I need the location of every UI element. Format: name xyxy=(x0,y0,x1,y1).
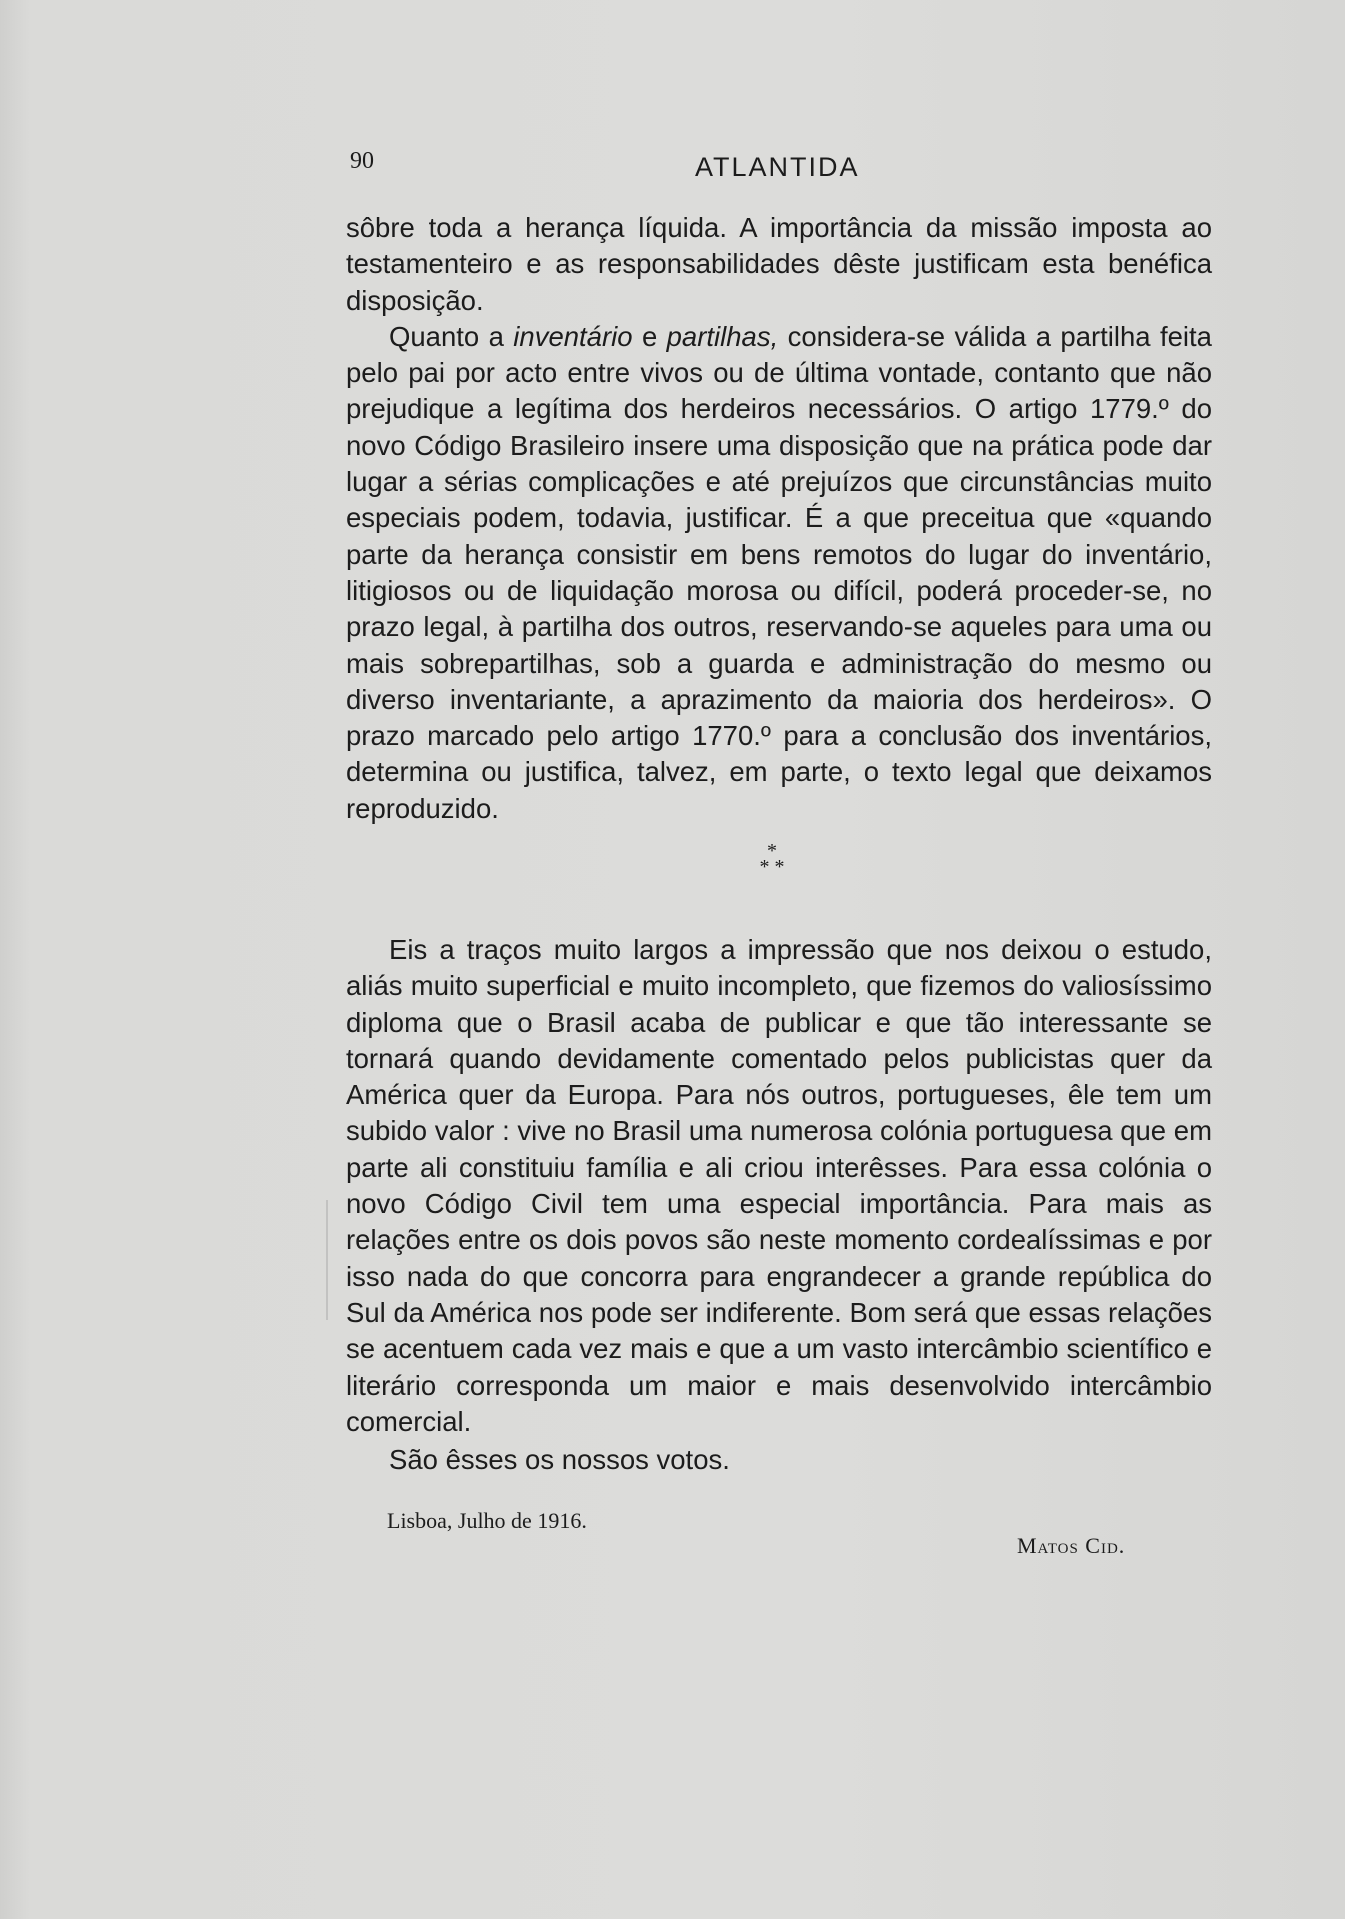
paragraph-text: Quanto a xyxy=(389,320,514,352)
asterism-top: * xyxy=(767,840,777,862)
asterism-bottom: * * xyxy=(759,856,785,878)
paragraph-text: e xyxy=(632,320,667,352)
running-title: ATLANTIDA xyxy=(695,152,860,182)
page-header xyxy=(346,148,1096,188)
author-signature: Matos Cid. xyxy=(1017,1533,1126,1558)
italic-term-partilhas: partilhas, xyxy=(666,320,779,352)
paragraph-inventario xyxy=(346,319,1212,827)
paragraph-continuation: sôbre toda a herança líquida. A importância da missão imposta ao testamenteiro e as responsabilidades dêste justificam esta benéfica disposição. xyxy=(346,212,1212,316)
section-two xyxy=(346,932,1212,1440)
margin-mark xyxy=(326,1200,328,1320)
italic-term-inventario: inventário xyxy=(513,320,633,352)
paragraph-conclusion: Eis a traços muito largos a impressão que nos deixou o estudo, aliás muito superficial e muito incompleto, que fizemos do valiosíssimo diploma que o Brasil acaba de publicar e que tão interessante se tornará quando devidamente comentado pelos publicistas quer da América quer da Europa. Para nós outros, portugueses, êle tem um subido valor : vive no Brasil uma numerosa colónia portuguesa que em parte ali constituiu família e ali criou interêsses. Para essa colónia o novo Código Civil tem uma especial importância. Para mais as relações entre os dois povos são neste momento cordealíssimas e por isso nada do que concorra para engrandecer a grande república do Sul da América nos pode ser indiferente. Bom será que essas relações se acentuem cada vez mais e que a um vasto intercâmbio scientífico e literário corresponda um maior e mais desenvolvido intercâmbio comercial. xyxy=(346,934,1212,1437)
paragraph-text: considera-se válida a partilha feita pelo pai por acto entre vivos ou de última vontade, contanto que não prejudique a legítima dos herdeiros necessários. O artigo 1779.º do novo Código Brasileiro insere uma disposição que na prática pode dar lugar a sérias complicações e até prejuízos que circunstâncias muito especiais podem, todavia, justificar. É a que preceitua que «quando parte da herança consistir em bens remotos do lugar do inventário, litigiosos ou de liquidação morosa ou difícil, poderá proceder-se, no prazo legal, à partilha dos outros, reservando-se aqueles para uma ou mais sobrepartilhas, sob a guarda e administração do mesmo ou diverso inventariante, a aprazimento da maioria dos herdeiros». O prazo marcado pelo artigo 1770.º para a conclusão dos inventários, determina ou justifica, talvez, em parte, o texto legal que deixamos reproduzido. xyxy=(346,320,1212,824)
page-number: 90 xyxy=(350,148,374,174)
section-break-asterism xyxy=(752,840,792,893)
closing-line: São êsses os nossos votos. xyxy=(389,1444,730,1475)
section-one xyxy=(346,210,1212,827)
place-date: Lisboa, Julho de 1916. xyxy=(387,1508,587,1533)
